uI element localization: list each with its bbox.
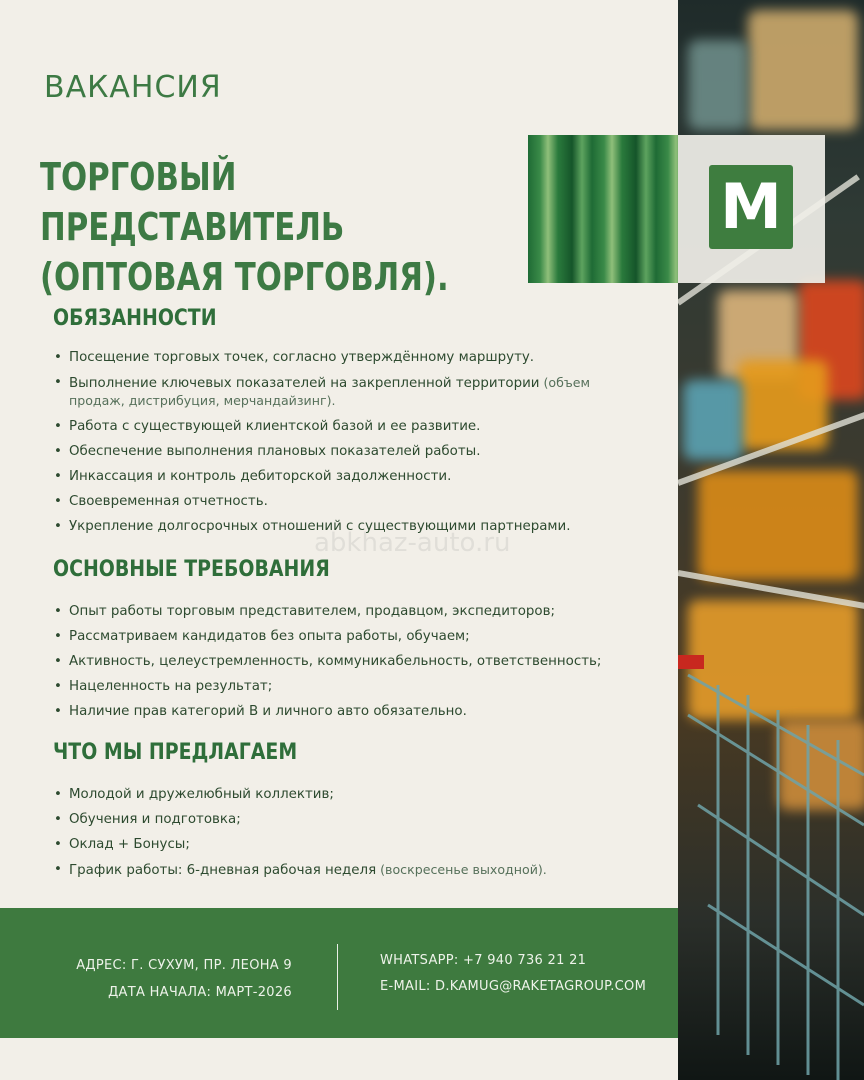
footer-right <box>380 948 646 1000</box>
list-item <box>53 418 633 435</box>
list-item <box>53 836 633 853</box>
list-item-text: Нацеленность на результат; <box>69 679 273 694</box>
list-item-text: Рассматриваем кандидатов без опыта работы, обучаем; <box>69 629 470 644</box>
footer-left <box>76 952 292 1006</box>
list-item-text: Обеспечение выполнения плановых показателей работы. <box>69 444 481 459</box>
list-item-text: Посещение торговых точек, согласно утверждённому маршруту. <box>69 350 535 365</box>
list-item-text: Активность, целеустремленность, коммуникабельность, ответственность; <box>69 654 602 669</box>
list-item-note: (воскресенье выходной). <box>376 862 547 877</box>
list-item-text: Молодой и дружелюбный коллектив; <box>69 787 334 802</box>
list-item-text: Оклад + Бонусы; <box>69 837 190 852</box>
shopping-cart-illustration <box>678 655 864 1080</box>
list-item-text: Обучения и подготовка; <box>69 812 241 827</box>
list-item <box>53 703 633 720</box>
list-item <box>53 468 633 485</box>
list-item-text: Укрепление долгосрочных отношений с существующими партнерами. <box>69 519 571 534</box>
list-item-text: Инкассация и контроль дебиторской задолженности. <box>69 469 452 484</box>
list-item <box>53 678 633 695</box>
list-item <box>53 349 633 366</box>
list-item-text: Наличие прав категорий В и личного авто обязательно. <box>69 704 467 719</box>
offer-heading: ЧТО МЫ ПРЕДЛАГАЕМ <box>53 740 298 765</box>
job-title <box>40 152 472 302</box>
list-item-note: (объем продаж, дистрибуция, мерчандайзинг). <box>69 375 591 408</box>
list-item <box>53 493 633 510</box>
list-item-text: Выполнение ключевых показателей на закрепленной территории <box>69 376 540 391</box>
list-item <box>53 443 633 460</box>
list-item <box>53 811 633 828</box>
email-text[interactable]: E-MAIL: D.KAMUG@RAKETAGROUP.COM <box>380 979 647 994</box>
duties-list <box>53 349 633 535</box>
footer-divider <box>337 944 338 1010</box>
list-item <box>53 786 633 803</box>
contact-footer <box>0 908 678 1038</box>
list-item <box>53 603 633 620</box>
list-item-text: Своевременная отчетность. <box>69 494 268 509</box>
list-item <box>53 653 633 670</box>
address-text: АДРЕС: Г. СУХУМ, ПР. ЛЕОНА 9 <box>76 958 292 973</box>
requirements-list <box>53 603 633 720</box>
vacancy-label: ВАКАНСИЯ <box>44 70 222 105</box>
list-item <box>53 861 633 879</box>
list-item <box>53 374 633 410</box>
whatsapp-text[interactable]: WHATSAPP: +7 940 736 21 21 <box>380 953 587 968</box>
job-title-line-1: ТОРГОВЫЙ ПРЕДСТАВИТЕЛЬ <box>40 155 345 249</box>
requirements-heading: ОСНОВНЫЕ ТРЕБОВАНИЯ <box>53 557 330 582</box>
logo-letter: M <box>720 170 782 243</box>
job-title-line-2: (ОПТОВАЯ ТОРГОВЛЯ). <box>40 255 449 299</box>
list-item-text: Опыт работы торговым представителем, продавцом, экспедиторов; <box>69 604 555 619</box>
watermark: abkhaz-auto.ru <box>314 528 511 558</box>
start-date-text: ДАТА НАЧАЛА: МАРТ-2026 <box>108 985 292 1000</box>
list-item-text: Работа с существующей клиентской базой и ее развитие. <box>69 419 481 434</box>
brand-logo <box>709 165 793 249</box>
list-item <box>53 628 633 645</box>
duties-heading: ОБЯЗАННОСТИ <box>53 306 217 331</box>
decorative-stripes <box>528 135 678 283</box>
offer-list <box>53 786 633 879</box>
list-item-text: График работы: 6-дневная рабочая неделя <box>69 863 377 878</box>
